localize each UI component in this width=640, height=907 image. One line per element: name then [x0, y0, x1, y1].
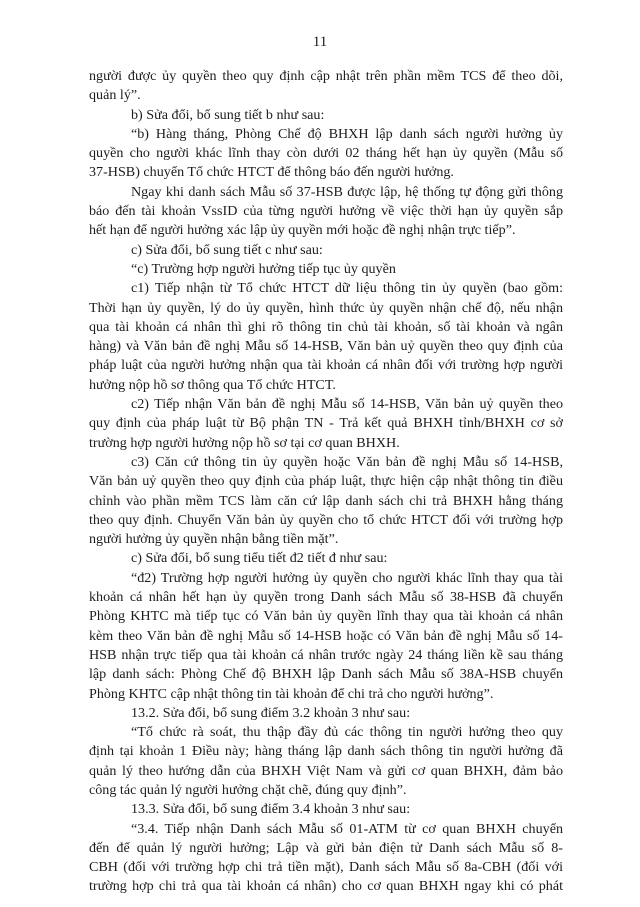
- text-line: “c) Trường hợp người hưởng tiếp tục ủy quyền: [131, 260, 396, 277]
- text-line: quy định của pháp luật từ Bộ phận TN - Trả kết quả BHXH tỉnh/BHXH cơ sở: [89, 415, 563, 432]
- text-line: HSB nhận trực tiếp qua tài khoản cá nhân trước ngày 24 tháng liền kề sau tháng: [89, 646, 563, 663]
- paragraph: [89, 820, 563, 897]
- text-line: đến để quản lý người hưởng; Lập và gửi bản điện tử Danh sách Mẫu số 8-: [89, 839, 563, 856]
- text-line: Ngay khi danh sách Mẫu số 37-HSB được lập, hệ thống tự động gửi thông: [131, 183, 563, 200]
- paragraph: [89, 125, 563, 183]
- text-line: kèm theo Văn bản đề nghị Mẫu số 14-HSB hoặc có Văn bản đề nghị Mẫu số 14-: [89, 627, 563, 644]
- text-line: Phòng KHTC cập nhật thông tin tài khoản để chi trả cho người hưởng”.: [89, 685, 494, 702]
- text-line: “b) Hàng tháng, Phòng Chế độ BHXH lập danh sách người hưởng ủy: [131, 125, 563, 142]
- text-line: hàng) và Văn bản đề nghị Mẫu số 14-HSB, Văn bản uỷ quyền theo quy định của: [89, 338, 563, 355]
- text-line: hưởng nộp hồ sơ thông qua Tổ chức HTCT.: [89, 376, 336, 393]
- paragraph: [89, 395, 563, 453]
- text-line: b) Sửa đổi, bổ sung tiết b như sau:: [131, 106, 325, 123]
- text-line: CBH (đối với trường hợp chi trả tiền mặt), Danh sách Mẫu số 8a-CBH (đối với: [89, 859, 563, 876]
- paragraph: [89, 549, 563, 568]
- paragraph: [89, 183, 563, 241]
- text-line: khoản cá nhân hết hạn ủy quyền trong Danh sách Mẫu số 38-HSB đã chuyển: [89, 589, 563, 606]
- paragraph: [89, 241, 563, 260]
- paragraph: [89, 67, 563, 106]
- text-line: quản lý”.: [89, 87, 141, 104]
- paragraph: [89, 279, 563, 395]
- text-line: định tại khoản 1 Điều này; hàng tháng lập danh sách thông tin người hưởng đã: [89, 743, 563, 760]
- text-line: quyền cho người khác lĩnh thay còn dưới 02 tháng hết hạn ủy quyền (Mẫu số: [89, 145, 563, 162]
- text-line: “Tổ chức rà soát, thu thập đầy đủ các thông tin người hưởng theo quy: [131, 724, 563, 741]
- text-line: người hưởng ủy quyền nhận bằng tiền mặt”.: [89, 531, 339, 548]
- text-line: “đ2) Trường hợp người hưởng ủy quyền cho người khác lĩnh thay qua tài: [131, 569, 563, 586]
- text-line: c2) Tiếp nhận Văn bản đề nghị Mẫu số 14-HSB, Văn bản uỷ quyền theo: [131, 396, 563, 413]
- text-line: trường hợp người hưởng nộp hồ sơ tại cơ quan BHXH.: [89, 434, 400, 451]
- text-line: công tác quản lý người hưởng chặt chẽ, đúng quy định”.: [89, 781, 407, 798]
- paragraph: [89, 723, 563, 800]
- text-line: 37-HSB) chuyển Tổ chức HTCT để thông báo đến người hưởng.: [89, 164, 454, 181]
- text-line: theo quy định. Chuyển Văn bản ủy quyền cho tổ chức HTCT đối với trường hợp: [89, 511, 563, 528]
- text-line: quản lý theo hướng dẫn của BHXH Việt Nam và gửi cơ quan BHXH, đảm bảo: [89, 762, 563, 779]
- paragraph: [89, 106, 563, 125]
- document-body: [89, 67, 563, 897]
- paragraph: [89, 453, 563, 549]
- text-line: qua tài khoản cá nhân thì ghi rõ thông tin chủ tài khoản, số tài khoản và ngân: [89, 318, 563, 335]
- text-line: báo đến tài khoản VssID của từng người hưởng về việc thời hạn ủy quyền sắp: [89, 203, 563, 220]
- text-line: chỉnh vào phần mềm TCS làm căn cứ lập danh sách chi trả BHXH hằng tháng: [89, 492, 563, 509]
- paragraph: [89, 569, 563, 704]
- text-line: c) Sửa đổi, bổ sung tiết c như sau:: [131, 241, 323, 258]
- paragraph: [89, 704, 563, 723]
- text-line: hết hạn để người hưởng xác lập ủy quyền mới hoặc đề nghị nhận trực tiếp”.: [89, 222, 516, 239]
- text-line: người được ủy quyền theo quy định cập nhật trên phần mềm TCS để theo dõi,: [89, 68, 563, 84]
- text-line: Thời hạn ủy quyền, lý do ủy quyền, hình thức ủy quyền nhận chế độ, nếu nhận: [89, 299, 563, 316]
- text-line: pháp luật của người hưởng nhận qua tài khoản cá nhân đối với trường hợp người: [89, 357, 563, 374]
- text-line: Văn bản uỷ quyền theo quy định của pháp luật, thực hiện cập nhật thông tin điều: [89, 473, 563, 490]
- text-line: Phòng KHTC mà tiếp tục có Văn bản ủy quyền lĩnh thay qua tài khoản cá nhân: [89, 608, 563, 625]
- text-line: “3.4. Tiếp nhận Danh sách Mẫu số 01-ATM từ cơ quan BHXH chuyển: [131, 820, 563, 837]
- text-line: trường hợp chi trả qua tài khoản cá nhân) cho cơ quan BHXH ngay khi có phát: [89, 878, 563, 895]
- text-line: c3) Căn cứ thông tin ủy quyền hoặc Văn bản đề nghị Mẫu số 14-HSB,: [131, 453, 563, 470]
- text-line: 13.3. Sửa đổi, bổ sung điểm 3.4 khoản 3 như sau:: [131, 801, 411, 818]
- page-number: 11: [312, 34, 328, 50]
- text-line: lập danh sách: Phòng Chế độ BHXH lập Danh sách Mẫu số 38A-HSB chuyển: [89, 666, 563, 683]
- paragraph: [89, 800, 563, 819]
- text-line: c) Sửa đổi, bổ sung tiểu tiết đ2 tiết đ như sau:: [131, 550, 388, 567]
- text-line: 13.2. Sửa đổi, bổ sung điểm 3.2 khoản 3 như sau:: [131, 704, 411, 721]
- text-line: c1) Tiếp nhận từ Tổ chức HTCT dữ liệu thông tin ủy quyền (bao gồm:: [131, 280, 563, 297]
- paragraph: [89, 260, 563, 279]
